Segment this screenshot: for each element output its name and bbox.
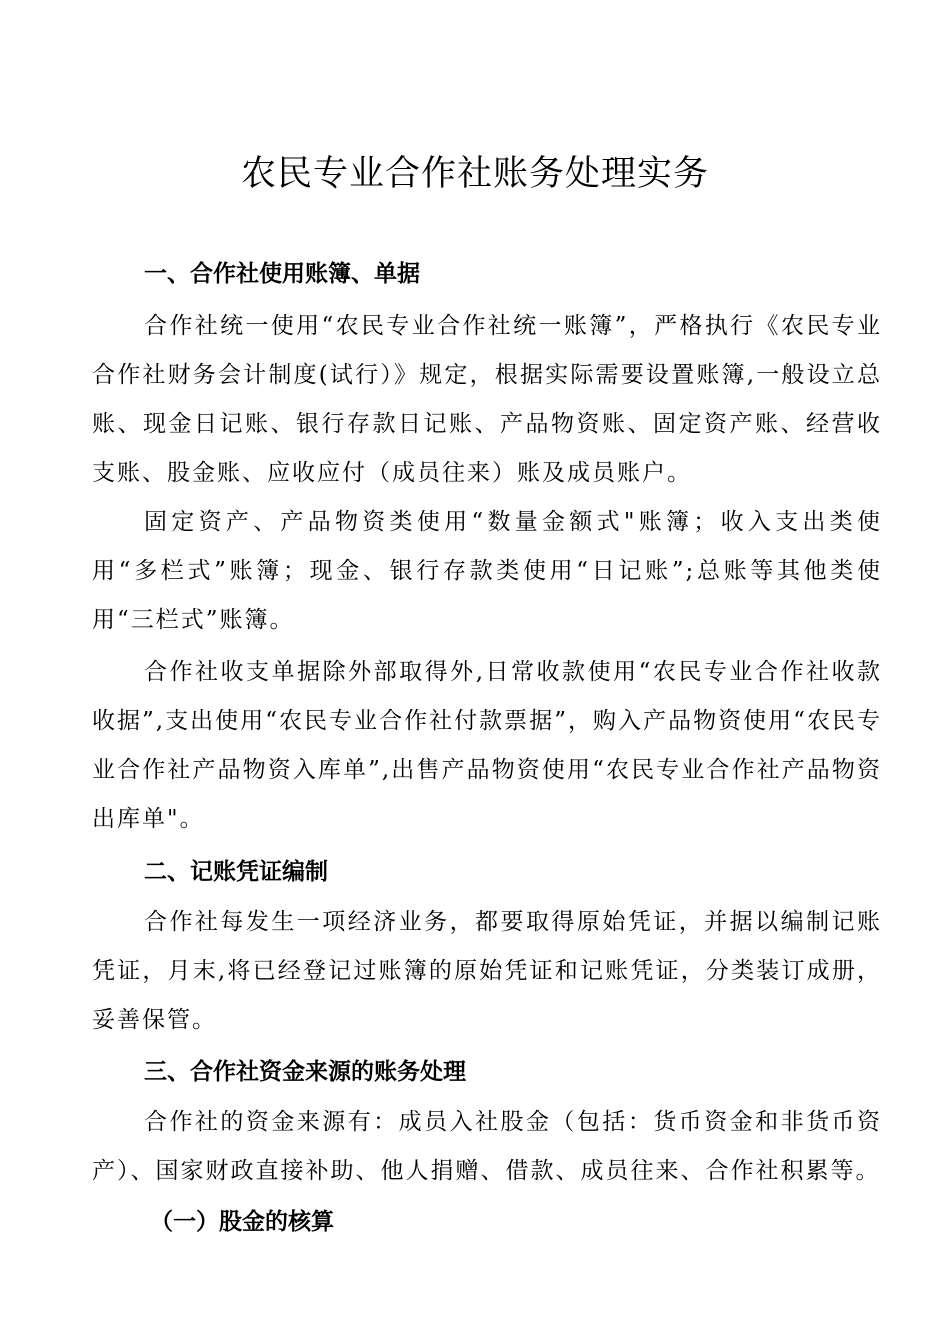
paragraph-vouchers: 合作社每发生一项经济业务，都要取得原始凭证，并据以编制记账凭证，月末,将已经登记过账簿的原始凭证和记账凭证，分类装订成册，妥善保管。 [92, 909, 882, 1033]
section-heading-3: 三、合作社资金来源的账务处理 [144, 1059, 466, 1085]
paragraph-book-formats: 固定资产、产品物资类使用“数量金额式"账簿；收入支出类使用“多栏式”账簿；现金、银行存款类使用“日记账”;总账等其他类使用“三栏式”账簿。 [92, 509, 882, 633]
paragraph-fund-sources: 合作社的资金来源有：成员入社股金（包括：货币资金和非货币资产）、国家财政直接补助、他人捐赠、借款、成员往来、合作社积累等。 [92, 1109, 882, 1184]
section-heading-2: 二、记账凭证编制 [144, 859, 328, 885]
subsection-heading-share-capital: （一）股金的核算 [150, 1209, 334, 1235]
section-heading-1: 一、合作社使用账簿、单据 [144, 261, 420, 287]
paragraph-account-books: 合作社统一使用“农民专业合作社统一账簿”，严格执行《农民专业合作社财务会计制度(试行）》规定，根据实际需要设置账簿,一般设立总账、现金日记账、银行存款日记账、产品物资账、固定资产账、经营收支账、股金账、应收应付（成员往来）账及成员账户。 [92, 313, 882, 486]
paragraph-receipts: 合作社收支单据除外部取得外,日常收款使用“农民专业合作社收款收据”,支出使用“农民专业合作社付款票据”，购入产品物资使用“农民专业合作社产品物资入库单”,出售产品物资使用“农民专业合作社产品物资出库单"。 [92, 659, 882, 832]
page-title: 农民专业合作社账务处理实务 [240, 154, 709, 194]
